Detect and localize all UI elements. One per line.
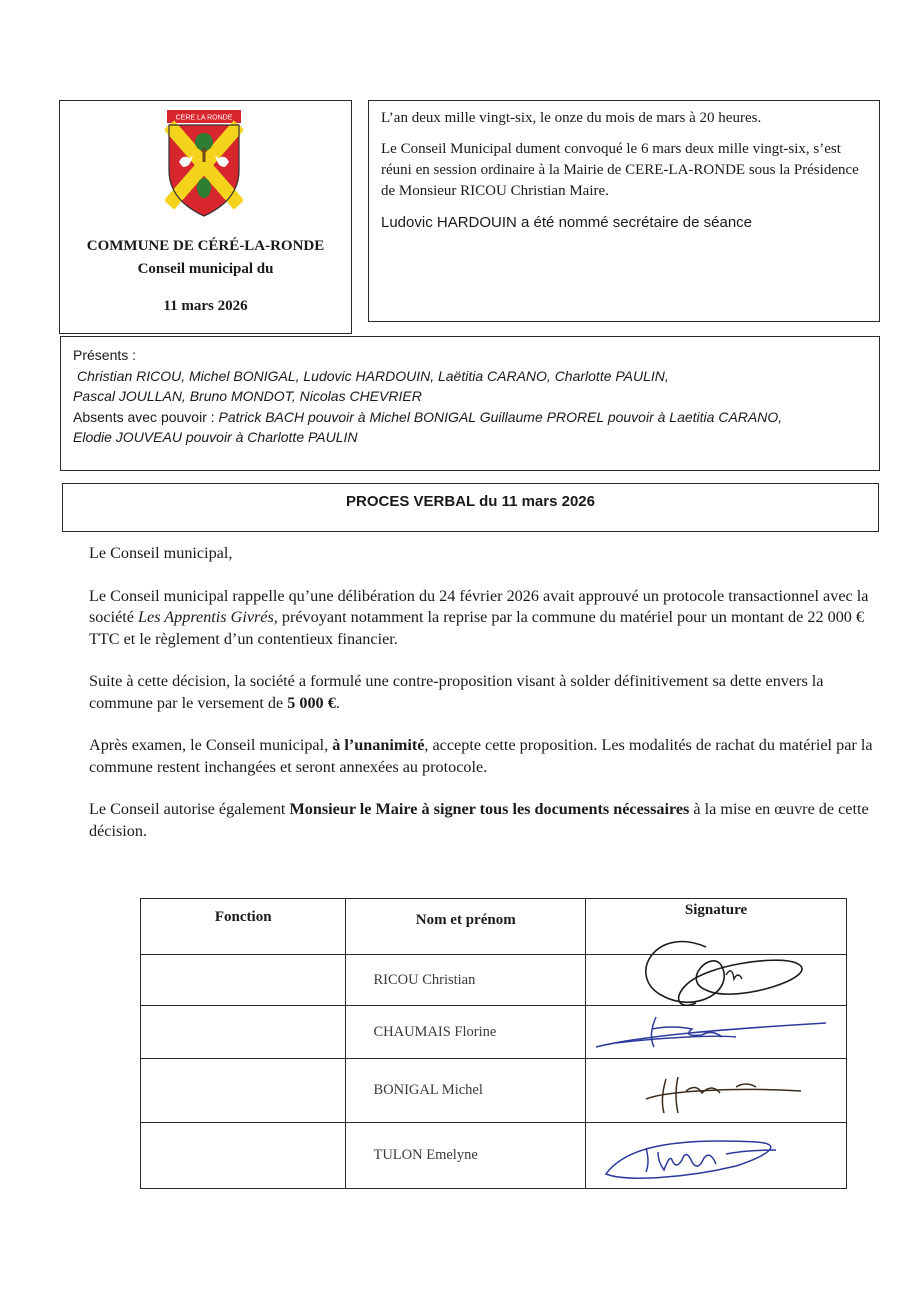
signature-cell: [585, 1006, 846, 1059]
absent-label: Absents avec pouvoir :: [73, 408, 215, 425]
absent-line: [73, 407, 867, 428]
table-row: [141, 1059, 847, 1123]
signature-cell: [585, 955, 846, 1006]
signature-tulon: [586, 1126, 846, 1186]
row-function: [141, 955, 346, 1006]
row-name: RICOU Christian: [346, 955, 586, 1006]
signature-table: [140, 898, 847, 1189]
table-row: [141, 955, 847, 1006]
absent-list-line1: Patrick BACH pouvoir à Michel BONIGAL Guillaume PROREL pouvoir à Laetitia CARANO,: [218, 408, 783, 425]
body-paragraph-2: Suite à cette décision, la société a formulé une contre-proposition visant à solder définitivement sa dette envers la commune par le versement de 5 000 €.: [89, 672, 824, 712]
crest-banner-text: CERE LA RONDE: [175, 114, 233, 122]
signature-ricou: [586, 955, 846, 1005]
company-name: Les Apprentis Givrés: [138, 608, 274, 626]
commune-crest-logo: [165, 108, 243, 218]
row-function: [141, 1006, 346, 1059]
commune-name: COMMUNE DE CÉRÉ-LA-RONDE: [86, 238, 325, 254]
present-list-line1: Christian RICOU, Michel BONIGAL, Ludovic HARDOUIN, Laëtitia CARANO, Charlotte PAULIN,: [77, 367, 669, 384]
row-function: [141, 1123, 346, 1189]
header-commune-box: [59, 100, 352, 334]
convocation-text: Le Conseil Municipal dument convoqué le 6 mars deux mille vingt-six, s’est réuni en session ordinaire à la Mairie de CERE-LA-RONDE sous la Présidence de Monsieur RICOU Christian Maire.: [381, 141, 859, 199]
table-row: [141, 1006, 847, 1059]
settlement-amount: 5 000 €: [287, 693, 336, 712]
body-paragraph-4: Le Conseil autorise également Monsieur le Maire à signer tous les documents nécessaires à la mise en œuvre de cette décision.: [89, 800, 869, 840]
header-function: Fonction: [141, 899, 346, 955]
meeting-intro: L’an deux mille vingt-six, le onze du mois de mars à 20 heures.: [381, 110, 762, 126]
present-list-line2: Pascal JOULLAN, Bruno MONDOT, Nicolas CHEVRIER: [73, 388, 422, 404]
present-label: Présents :: [73, 347, 137, 363]
body-opening: Le Conseil municipal,: [89, 544, 233, 562]
table-row: [141, 1123, 847, 1189]
meeting-info-box: [368, 100, 880, 322]
secretary-text: Ludovic HARDOUIN a été nommé secrétaire de séance: [381, 214, 753, 231]
council-line: Conseil municipal du: [137, 261, 274, 277]
document-body: [89, 543, 879, 863]
unanimity-text: à l’unanimité: [332, 736, 425, 754]
row-function: [141, 1059, 346, 1123]
row-name: CHAUMAIS Florine: [346, 1006, 586, 1059]
row-name: TULON Emelyne: [346, 1123, 586, 1189]
row-name: BONIGAL Michel: [346, 1059, 586, 1123]
body-paragraph-1: Le Conseil municipal rappelle qu’une délibération du 24 février 2026 avait approuvé un protocole transactionnel avec la société Les Apprentis Givrés, prévoyant notamment la reprise par la commune du matériel pour un montant de 22 000 € TTC et le règlement d’un contentieux financier.: [89, 586, 869, 648]
mayor-authorization: Monsieur le Maire à signer tous les documents nécessaires: [289, 800, 690, 818]
document-title: PROCES VERBAL du 11 mars 2026: [62, 483, 879, 532]
signature-cell: [585, 1059, 846, 1123]
header-name: Nom et prénom: [346, 899, 586, 955]
meeting-date: 11 mars 2026: [163, 298, 248, 314]
body-paragraph-3: Après examen, le Conseil municipal, à l’unanimité, accepte cette proposition. Les modalités de rachat du matériel par la commune restent inchangées et seront annexées au protocole.: [89, 736, 873, 776]
attendees-box: [60, 336, 880, 471]
signature-cell: [585, 1123, 846, 1189]
header-signature: Signature: [585, 899, 846, 955]
signature-bonigal: [586, 1061, 846, 1121]
table-header-row: [141, 899, 847, 955]
absent-list-line2: Elodie JOUVEAU pouvoir à Charlotte PAULIN: [73, 429, 358, 445]
signature-chaumais: [586, 1007, 846, 1057]
